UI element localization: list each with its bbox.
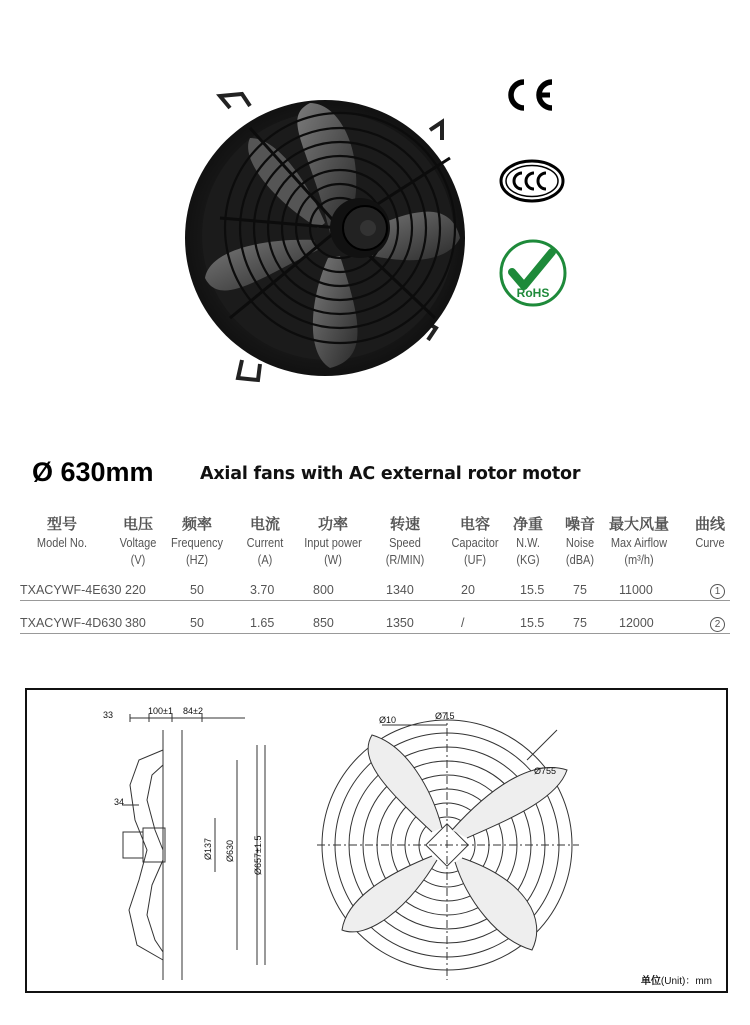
table-cell: 850 [313, 616, 334, 630]
table-cell: 50 [190, 616, 204, 630]
fan-product-photo [160, 88, 470, 388]
dim-755: Ø755 [534, 766, 557, 776]
header-cn: 转速 [389, 516, 420, 533]
header-en: Curve [695, 536, 725, 550]
table-row [20, 614, 730, 634]
header-en: Model No. [36, 536, 88, 550]
ce-mark-icon [500, 78, 556, 112]
header-cn: 电流 [249, 516, 280, 533]
header-unit: (V) [130, 553, 146, 567]
table-cell: / [461, 616, 465, 630]
header-en: Noise [565, 536, 595, 550]
header-unit: (W) [324, 553, 342, 567]
row-divider [20, 600, 730, 601]
dim-34: 34 [114, 797, 125, 807]
header-cn: 功率 [317, 516, 348, 533]
header-cn: 最大风量 [608, 516, 669, 533]
dim-630: Ø630 [225, 839, 235, 862]
header-en: Voltage [119, 536, 157, 550]
header-unit: (R/MIN) [385, 553, 425, 567]
header-unit: (UF) [464, 553, 486, 567]
table-cell: 1350 [386, 616, 414, 630]
svg-text:RoHS: RoHS [516, 286, 550, 300]
table-cell: 800 [313, 583, 334, 597]
table-cell: 11000 [619, 583, 653, 597]
curve-number: 1 [710, 584, 725, 599]
rohs-mark-icon [498, 238, 568, 308]
header-en: N.W. [516, 536, 540, 550]
table-cell: 220 [125, 583, 146, 597]
row-divider [20, 633, 730, 634]
header-cn: 电容 [459, 516, 490, 533]
header-en: Max Airflow [610, 536, 668, 550]
header-cn: 频率 [181, 516, 212, 533]
header-en: Speed [389, 536, 421, 550]
dim-100: 100±1 [148, 706, 173, 716]
table-cell: 75 [573, 583, 587, 597]
table-cell: 50 [190, 583, 204, 597]
header-cn: 曲线 [694, 516, 725, 533]
header-cn: 型号 [46, 516, 77, 533]
product-description-title: Axial fans with AC external rotor motor [200, 464, 581, 484]
table-cell: 20 [461, 583, 475, 597]
header-en: Input power [304, 536, 362, 550]
table-cell: TXACYWF-4D630 [20, 616, 123, 630]
curve-number: 2 [710, 617, 725, 632]
fan-diameter-title: Ø 630mm [32, 457, 154, 487]
header-unit [670, 552, 749, 569]
dim-7-5: Ø7.5 [435, 711, 455, 721]
header-en: Frequency [171, 536, 223, 550]
header-cn: 净重 [512, 516, 543, 533]
unit-label-cn: 单位 [640, 976, 661, 987]
header-unit [22, 552, 101, 569]
table-cell: 15.5 [520, 616, 545, 630]
header-unit: (dBA) [565, 553, 595, 567]
header-unit: (m³/h) [624, 553, 654, 567]
table-cell: 1.65 [250, 616, 275, 630]
dim-10: Ø10 [379, 715, 397, 725]
header-cn: 噪音 [564, 516, 595, 533]
table-cell: 15.5 [520, 583, 545, 597]
table-row [20, 581, 730, 601]
table-cell: 75 [573, 616, 587, 630]
table-cell: 12000 [619, 616, 654, 630]
header-col [665, 514, 750, 569]
header-en: Capacitor [451, 536, 499, 550]
dim-84: 84±2 [183, 706, 203, 716]
unit-label-rest: (Unit)：mm [660, 976, 712, 987]
unit-label [641, 972, 712, 987]
ccc-mark-icon [498, 158, 566, 204]
header-en: Current [246, 536, 284, 550]
table-cell: 1340 [386, 583, 414, 597]
dim-657: Ø657±1.5 [253, 835, 263, 875]
header-unit: (KG) [516, 553, 540, 567]
dim-137: Ø137 [203, 837, 213, 860]
spec-table [20, 514, 730, 630]
dim-33: 33 [103, 710, 114, 720]
header-unit: (A) [257, 553, 273, 567]
dimension-drawing [27, 690, 726, 991]
technical-drawing [25, 688, 728, 993]
table-cell: 380 [125, 616, 146, 630]
table-cell: TXACYWF-4E630 [20, 583, 122, 597]
table-cell: 3.70 [250, 583, 275, 597]
header-cn: 电压 [122, 516, 153, 533]
header-unit: (HZ) [186, 553, 208, 567]
